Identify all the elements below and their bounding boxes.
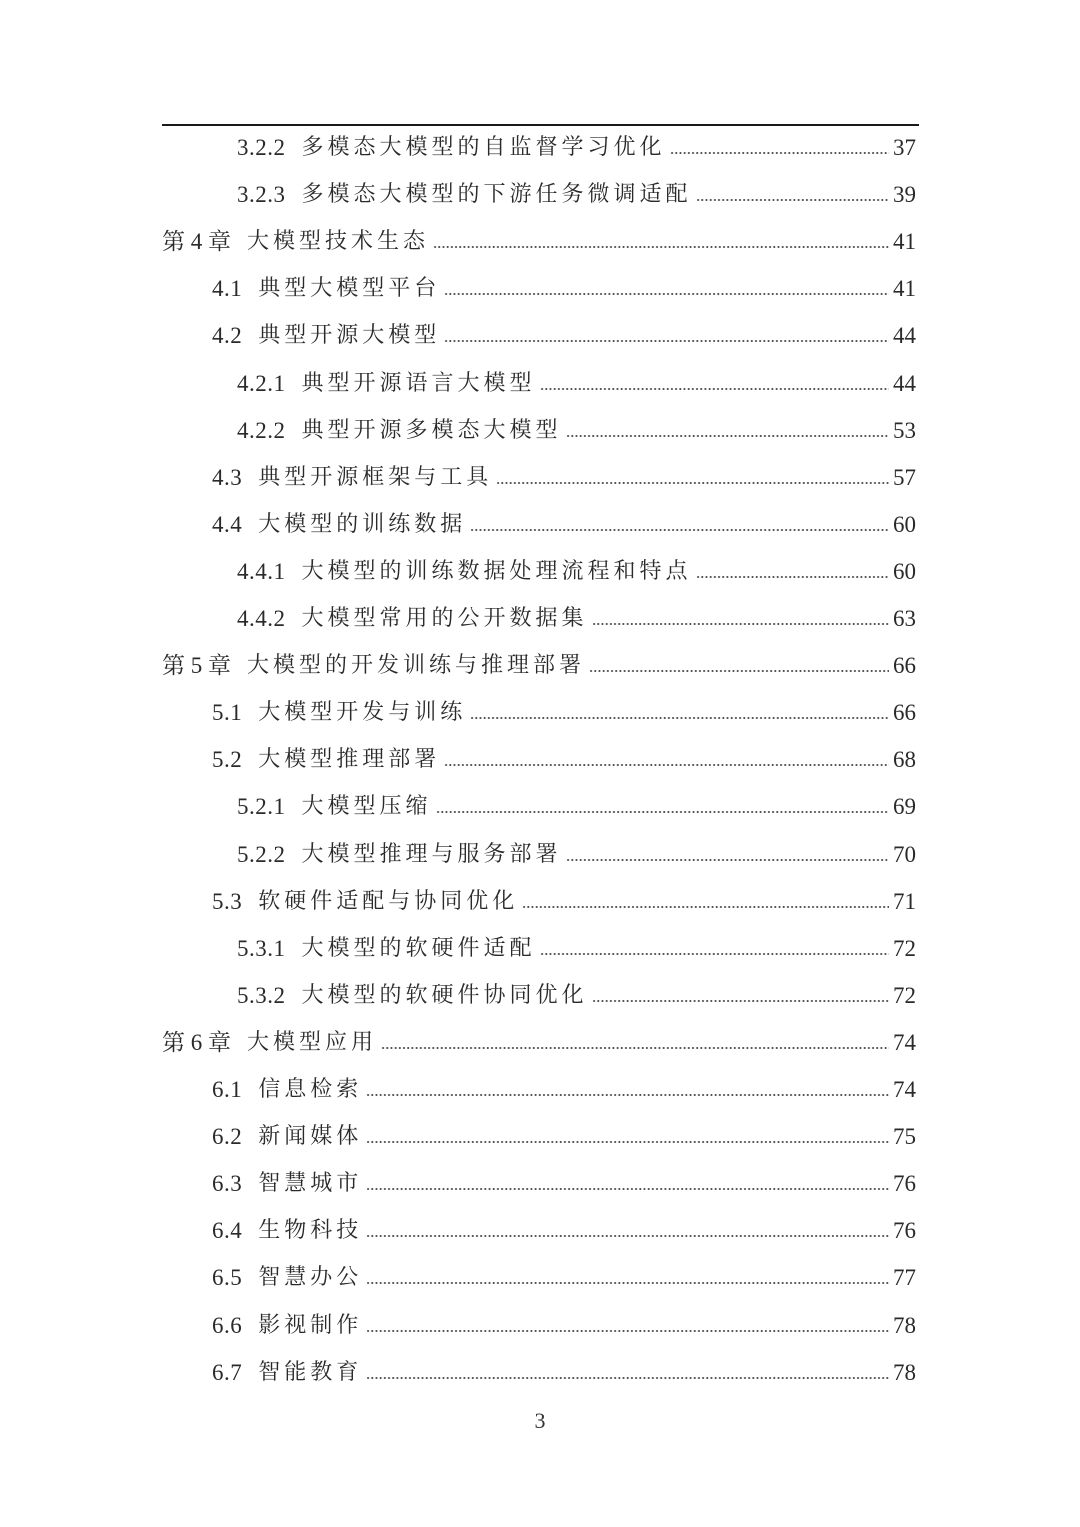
toc-entry[interactable] <box>212 461 916 495</box>
toc-entry-title: 大模型推理与服务部署 <box>301 841 562 867</box>
toc-entry-page: 74 <box>893 1077 916 1102</box>
toc-entry[interactable] <box>237 838 916 872</box>
toc-entry[interactable] <box>212 1261 916 1295</box>
toc-entry[interactable] <box>212 743 916 777</box>
dot-leader <box>470 717 889 719</box>
dot-leader <box>366 1330 889 1332</box>
dot-leader <box>496 482 889 484</box>
toc-entry-number: 4.1 <box>212 276 243 302</box>
dot-leader <box>366 1235 889 1237</box>
dot-leader <box>592 1000 889 1002</box>
dot-leader <box>444 340 889 342</box>
toc-entry-page: 39 <box>893 182 916 208</box>
toc-entry-page: 75 <box>893 1124 916 1150</box>
toc-entry-number: 4.4 <box>212 511 243 537</box>
toc-entry-number: 5.2.1 <box>237 794 286 820</box>
toc-entry-number: 3.2.2 <box>237 135 286 160</box>
toc-entry-page: 44 <box>893 370 916 396</box>
toc-entry-number: 6.2 <box>212 1124 243 1150</box>
toc-entry-title: 信息检索 <box>258 1077 363 1102</box>
toc-entry-page: 78 <box>893 1312 916 1338</box>
toc-entry[interactable] <box>212 272 916 306</box>
toc-entry-number: 3.2.3 <box>237 182 286 208</box>
toc-entry[interactable] <box>237 367 916 401</box>
toc-entry-title: 大模型应用 <box>247 1029 378 1055</box>
toc-entry-page: 72 <box>893 935 916 961</box>
toc-entry-page: 60 <box>893 511 916 537</box>
toc-entry-title: 大模型的开发训练与推理部署 <box>247 653 586 679</box>
toc-entry-number: 5.3.1 <box>237 935 286 961</box>
toc-entry-page: 66 <box>893 700 916 726</box>
toc-entry-title: 典型开源语言大模型 <box>301 370 536 396</box>
dot-leader <box>366 1282 889 1284</box>
toc-entry-number: 第 6 章 <box>162 1029 231 1055</box>
dot-leader <box>436 811 889 813</box>
toc-entry-title: 新闻媒体 <box>258 1124 363 1150</box>
toc-entry-title: 多模态大模型的下游任务微调适配 <box>301 182 692 208</box>
toc-entry-number: 6.4 <box>212 1218 243 1244</box>
toc-entry-title: 大模型推理部署 <box>258 747 441 773</box>
toc-entry-page: 71 <box>893 888 916 914</box>
toc-entry-title: 智慧城市 <box>258 1171 363 1197</box>
dot-leader <box>670 152 889 154</box>
toc-entry-number: 4.2.1 <box>237 370 286 396</box>
toc-entry-title: 生物科技 <box>258 1218 363 1244</box>
toc-entry-page: 53 <box>893 417 916 443</box>
toc-entry-page: 76 <box>893 1218 916 1244</box>
toc-entry-page: 41 <box>893 276 916 302</box>
toc-entry[interactable] <box>237 178 916 212</box>
toc-entry-number: 4.2 <box>212 323 243 349</box>
toc-entry-title: 典型开源多模态大模型 <box>301 417 562 443</box>
toc-entry[interactable] <box>212 1073 916 1107</box>
toc-entry-title: 大模型的训练数据处理流程和特点 <box>301 558 692 584</box>
toc-entry[interactable] <box>162 1026 916 1060</box>
toc-entry-title: 大模型开发与训练 <box>258 700 467 726</box>
dot-leader <box>381 1047 889 1049</box>
toc-entry-number: 第 5 章 <box>162 653 231 679</box>
toc-entry-number: 6.7 <box>212 1359 243 1385</box>
toc-entry-page: 37 <box>893 135 916 160</box>
toc-entry-number: 5.3.2 <box>237 982 286 1008</box>
dot-leader <box>566 859 889 861</box>
toc-entry-title: 大模型的软硬件协同优化 <box>301 982 588 1008</box>
toc-entry-page: 63 <box>893 606 916 631</box>
toc-entry[interactable] <box>212 1309 916 1343</box>
toc-entry-number: 5.3 <box>212 888 243 914</box>
dot-leader <box>540 953 889 955</box>
toc-entry-number: 4.4.2 <box>237 606 286 631</box>
toc-entry-number: 6.1 <box>212 1077 243 1102</box>
toc-entry-page: 78 <box>893 1359 916 1385</box>
dot-leader <box>592 623 889 625</box>
toc-entry-page: 77 <box>893 1265 916 1291</box>
toc-entry-page: 41 <box>893 229 916 255</box>
toc-entry-page: 57 <box>893 464 916 490</box>
toc-entry[interactable] <box>237 131 916 165</box>
toc-entry-number: 6.6 <box>212 1312 243 1338</box>
toc-entry[interactable] <box>162 225 916 259</box>
toc-entry-title: 典型大模型平台 <box>258 276 441 302</box>
toc-entry-page: 69 <box>893 794 916 820</box>
toc-entry[interactable] <box>237 790 916 824</box>
toc-entry-title: 软硬件适配与协同优化 <box>258 888 519 914</box>
toc-entry[interactable] <box>212 696 916 730</box>
toc-entry-title: 典型开源框架与工具 <box>258 464 493 490</box>
dot-leader <box>566 435 889 437</box>
toc-entry-title: 典型开源大模型 <box>258 323 441 349</box>
toc-entry-number: 4.3 <box>212 464 243 490</box>
dot-leader <box>444 293 889 295</box>
toc-entry-page: 70 <box>893 841 916 867</box>
toc-entry-title: 大模型技术生态 <box>247 229 430 255</box>
toc-entry-number: 6.5 <box>212 1265 243 1291</box>
toc-entry[interactable] <box>212 319 916 353</box>
dot-leader <box>696 199 889 201</box>
toc-entry-number: 4.2.2 <box>237 417 286 443</box>
toc-entry[interactable] <box>237 555 916 589</box>
dot-leader <box>366 1094 889 1096</box>
dot-leader <box>696 576 889 578</box>
toc-entry[interactable] <box>212 1120 916 1154</box>
toc-entry[interactable] <box>212 508 916 542</box>
toc-entry[interactable] <box>212 1214 916 1248</box>
toc-entry-title: 大模型的软硬件适配 <box>301 935 536 961</box>
toc-entry-page: 72 <box>893 982 916 1008</box>
toc-entry[interactable] <box>237 414 916 448</box>
toc-entry[interactable] <box>212 885 916 919</box>
toc-entry-number: 4.4.1 <box>237 558 286 584</box>
dot-leader <box>366 1188 889 1190</box>
toc-entry[interactable] <box>212 1167 916 1201</box>
toc-entry-title: 智能教育 <box>258 1359 363 1385</box>
toc-entry[interactable] <box>237 602 916 636</box>
toc-entry-page: 60 <box>893 558 916 584</box>
toc-entry-page: 66 <box>893 653 916 679</box>
dot-leader <box>470 529 889 531</box>
toc-entry-page: 44 <box>893 323 916 349</box>
dot-leader <box>444 764 889 766</box>
toc-entry-page: 76 <box>893 1171 916 1197</box>
toc-entry-number: 6.3 <box>212 1171 243 1197</box>
dot-leader <box>433 246 889 248</box>
toc-entry-page: 68 <box>893 747 916 773</box>
dot-leader <box>589 670 889 672</box>
dot-leader <box>366 1377 889 1379</box>
page-number: 3 <box>534 1408 546 1433</box>
toc-entry-number: 5.2.2 <box>237 841 286 867</box>
toc-entry-number: 5.2 <box>212 747 243 773</box>
toc-entry-title: 大模型的训练数据 <box>258 511 467 537</box>
toc-entry[interactable] <box>237 932 916 966</box>
toc-entry-number: 5.1 <box>212 700 243 726</box>
toc-entry-title: 影视制作 <box>258 1312 363 1338</box>
toc-entry-page: 74 <box>893 1029 916 1055</box>
toc-entry[interactable] <box>162 649 916 683</box>
dot-leader <box>522 906 889 908</box>
toc-entry-title: 多模态大模型的自监督学习优化 <box>301 135 666 160</box>
toc-entry-number: 第 4 章 <box>162 229 231 255</box>
toc-entry-title: 大模型压缩 <box>301 794 432 820</box>
toc-entry[interactable] <box>212 1356 916 1390</box>
dot-leader <box>540 388 889 390</box>
toc-entry[interactable] <box>237 979 916 1013</box>
toc-entry-title: 智慧办公 <box>258 1265 363 1291</box>
dot-leader <box>366 1141 889 1143</box>
toc-entry-title: 大模型常用的公开数据集 <box>301 606 588 631</box>
